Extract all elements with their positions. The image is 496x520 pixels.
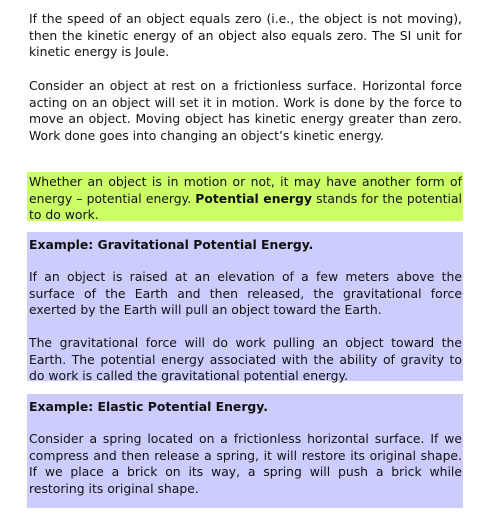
gravitational-example-title: Example: Gravitational Potential Energy. [29, 237, 314, 252]
elastic-example-paragraph-1: Consider a spring located on a frictionless horizontal surface. If we compress and then release a spring, it will restore its original shape. If we place a brick on its way, a spring will push a brick while restoring its original shape. [29, 431, 462, 496]
potential-energy-definition [27, 172, 463, 224]
elastic-example-box [27, 394, 463, 508]
gravitational-example-paragraph-1: If an object is raised at an elevation of a few meters above the surface of the Earth and then released, the gravitational force exerted by the Earth will pull an object toward the Earth. [29, 269, 462, 318]
elastic-example-title: Example: Elastic Potential Energy. [29, 399, 268, 414]
potential-energy-term: Potential energy [195, 190, 312, 206]
definition-intro-text: Whether an object is in motion or not, it may have another form of energy – potential energy. [29, 174, 462, 206]
gravitational-example-box [27, 232, 463, 384]
potential-energy-highlight [27, 172, 463, 221]
definition-outro-text: stands for the potential to do work. [29, 190, 462, 223]
kinetic-energy-zero-paragraph: If the speed of an object equals zero (i.e., the object is not moving), then the kinetic energy of an object also equals zero. The SI unit for kinetic energy is Joule. [29, 11, 462, 60]
gravitational-example-paragraph-2: The gravitational force will do work pulling an object toward the Earth. The potential energy associated with the ability of gravity to do work is called the gravitational potential energy. [29, 335, 462, 384]
frictionless-surface-paragraph: Consider an object at rest on a frictionless surface. Horizontal force acting on an object will set it in motion. Work is done by the force to move an object. Moving object has kinetic energy greater than zero. Work done goes into changing an object’s kinetic energy. [29, 78, 462, 143]
